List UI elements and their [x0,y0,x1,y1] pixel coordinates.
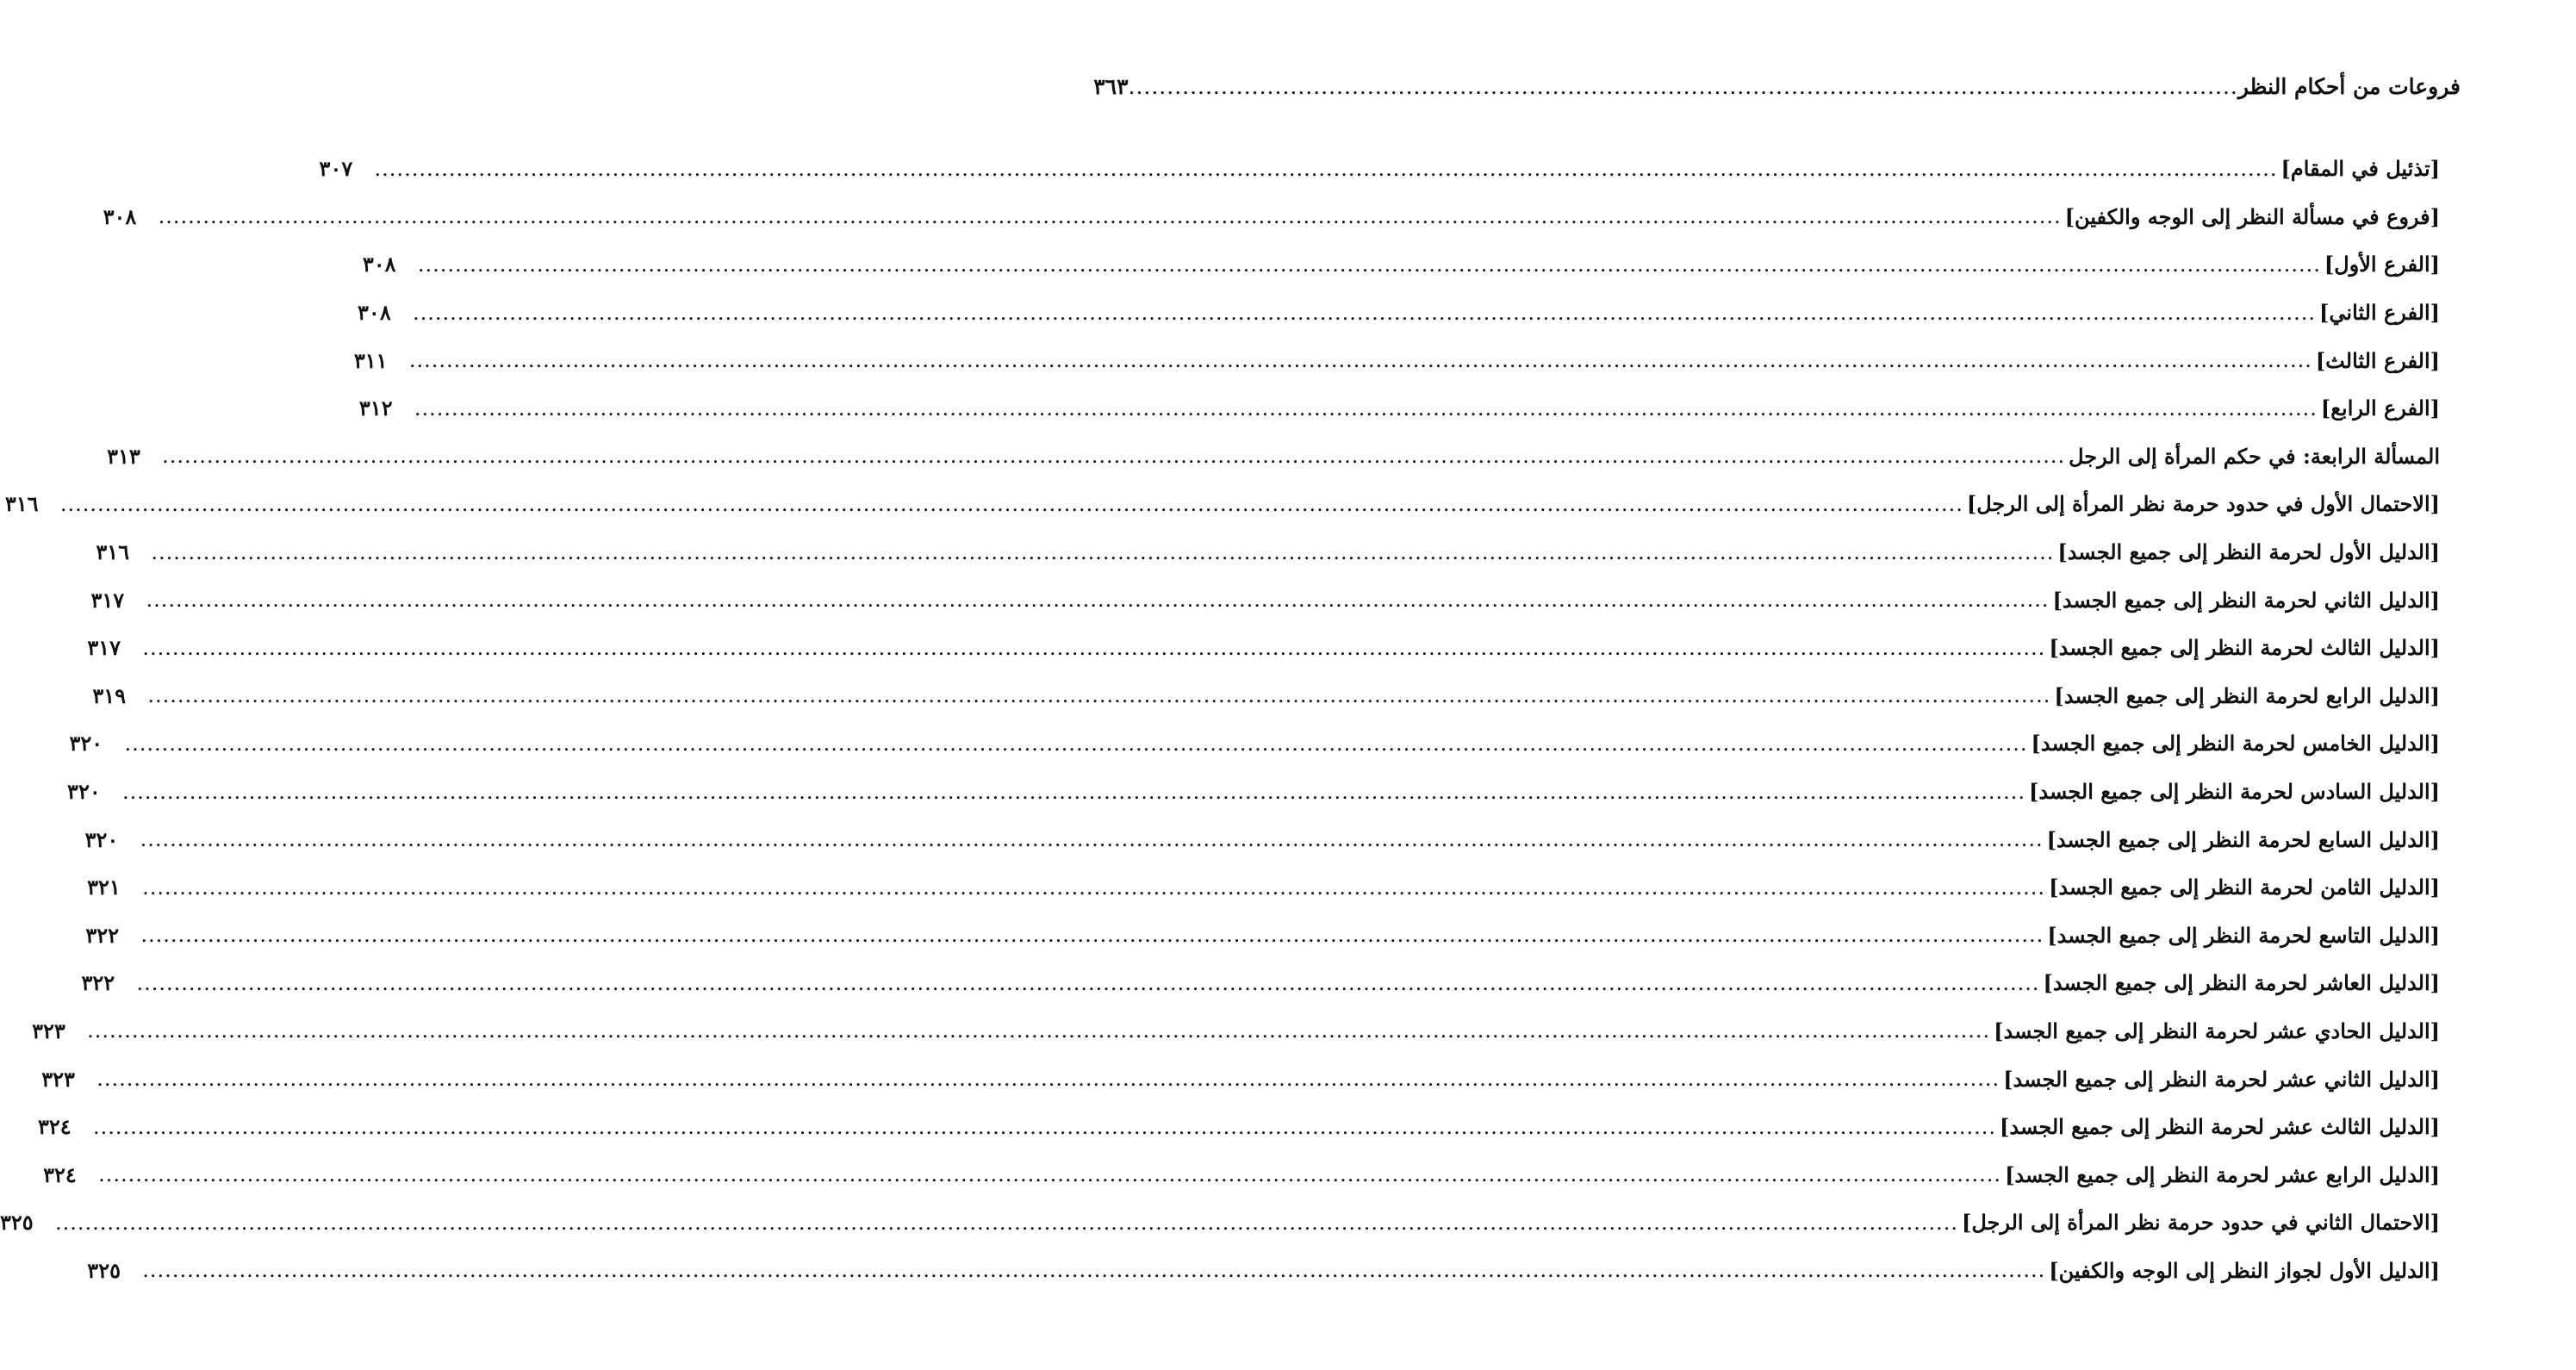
toc-entry-title: [الدليل العاشر لحرمة النظر إلى جميع الجسد] [2043,970,2440,996]
table-of-contents [0,145,2440,1294]
toc-dot-leader: ................................................................................................................................................................................................................................................................ [374,156,2278,181]
toc-entry [87,1247,2440,1295]
toc-entry [362,240,2440,289]
toc-entry-page-number: ٣١٧ [90,587,125,613]
toc-entry-title: [الدليل السابع لحرمة النظر إلى جميع الجسد] [2046,826,2440,852]
toc-dot-leader: ................................................................................................................................................................................................................................................................ [87,1018,1991,1043]
toc-entry [37,1103,2440,1151]
toc-entry-page-number: ٣٢٤ [37,1114,72,1140]
toc-dot-leader: ................................................................................................................................................................................................................................................................ [414,395,2318,420]
toc-dot-leader: ................................................................................................................................................................................................................................................................ [140,923,2044,948]
toc-entry-page-number: ٣٢٣ [32,1018,65,1043]
toc-dot-leader: ................................................................................................................................................................................................................................................................ [158,204,2062,229]
toc-dot-leader: ................................................................................................................................................................................................................................................................ [162,444,2066,469]
toc-dot-leader: ................................................................................................................................................................................................................................................................ [146,588,2050,613]
toc-entry-title: [الدليل الأول لجواز النظر إلى الوجه والكفين] [2049,1257,2440,1283]
toc-entry [67,768,2440,816]
running-header [1093,74,2466,115]
toc-entry-title: [فروع في مسألة النظر إلى الوجه والكفين] [2064,203,2440,229]
toc-entry-title: [الدليل الثالث لحرمة النظر إلى جميع الجسد] [2049,635,2440,661]
toc-dot-leader: ................................................................................................................................................................................................................................................................ [136,970,2040,995]
toc-dot-leader: ................................................................................................................................................................................................................................................................ [408,348,2312,373]
toc-entry-title: [الاحتمال الأول في حدود حرمة نظر المرأة إلى الرجل] [1966,491,2440,517]
toc-dot-leader: ................................................................................................................................................................................................................................................................ [122,779,2026,804]
toc-entry-page-number: ٣٠٨ [358,300,391,326]
toc-entry-page-number: ٣٢٤ [43,1161,77,1187]
toc-entry-title: [الفرع الرابع] [2320,395,2440,421]
toc-entry-page-number: ٣١٦ [96,539,130,565]
toc-entry [84,815,2440,863]
toc-entry-page-number: ٣٢٢ [85,922,119,948]
toc-entry-title: [الدليل الرابع عشر لحرمة النظر إلى جميع الجسد] [2005,1161,2440,1187]
toc-entry-page-number: ٣١١ [353,347,388,373]
toc-dot-leader: ................................................................................................................................................................................................................................................................ [151,539,2055,564]
toc-entry-page-number: ٣٠٨ [362,252,396,277]
toc-entry [81,959,2440,1007]
toc-entry-page-number: ٣٠٨ [103,203,137,229]
toc-entry [103,193,2440,241]
toc-entry-title: المسألة الرابعة: في حكم المرأة إلى الرجل [2069,443,2440,469]
toc-entry-page-number: ٣٢٢ [81,970,115,996]
toc-entry-page-number: ٣١٧ [87,635,121,661]
toc-entry-title: [تذئيل في المقام] [2280,156,2440,182]
toc-entry-page-number: ٣٢١ [87,875,121,900]
toc-dot-leader: ................................................................................................................................................................................................................................................................ [142,635,2046,660]
toc-entry-page-number: ٣١٣ [107,443,140,469]
toc-entry-page-number: ٣٠٧ [319,156,353,182]
toc-dot-leader: ................................................................................................................................................................................................................................................................ [147,683,2051,708]
header-page-number: ٣٦٣ [1093,74,1129,99]
toc-entry [92,672,2440,720]
header-dot-leader: ................................................................................................................................................ [1128,74,2238,99]
toc-entry [69,719,2440,768]
toc-entry [87,863,2440,912]
toc-entry-page-number: ٣٢٠ [84,826,119,852]
toc-entry [319,145,2440,193]
toc-entry-title: [الفرع الثالث] [2315,347,2440,373]
toc-entry [90,576,2440,624]
toc-dot-leader: ................................................................................................................................................................................................................................................................ [59,491,1963,516]
header-title: فروعات من أحكام النظر [2237,74,2461,99]
toc-entry-title: [الدليل الثالث عشر لحرمة النظر إلى جميع الجسد] [1999,1114,2440,1140]
toc-dot-leader: ................................................................................................................................................................................................................................................................ [413,300,2317,325]
toc-entry [41,1055,2440,1103]
toc-entry-title: [الاحتمال الثاني في حدود حرمة نظر المرأة إلى الرجل] [1962,1210,2440,1236]
toc-dot-leader: ................................................................................................................................................................................................................................................................ [92,1114,1996,1139]
toc-entry-title: [الدليل الثاني عشر لحرمة النظر إلى جميع الجسد] [2003,1066,2440,1092]
toc-dot-leader: ................................................................................................................................................................................................................................................................ [98,1162,2002,1187]
toc-entry [107,433,2440,481]
toc-entry-title: [الدليل السادس لحرمة النظر إلى جميع الجسد] [2029,779,2440,805]
toc-entry-title: [الدليل الحادي عشر لحرمة النظر إلى جميع الجسد] [1994,1018,2440,1043]
toc-entry [87,624,2440,672]
toc-entry-title: [الدليل الثامن لحرمة النظر إلى جميع الجسد] [2049,875,2440,900]
toc-entry-title: [الدليل الأول لحرمة النظر إلى جميع الجسد] [2057,539,2440,565]
toc-dot-leader: ................................................................................................................................................................................................................................................................ [142,875,2046,900]
toc-entry [32,1007,2440,1056]
toc-entry-page-number: ٣٢٥ [0,1210,34,1236]
toc-dot-leader: ................................................................................................................................................................................................................................................................ [124,731,2028,756]
toc-entry-page-number: ٣٢٠ [67,779,101,805]
toc-entry-title: [الدليل الرابع لحرمة النظر إلى جميع الجسد] [2054,682,2440,708]
toc-entry-page-number: ٣٢٠ [69,731,103,757]
toc-entry-title: [الفرع الثاني] [2319,300,2440,326]
toc-dot-leader: ................................................................................................................................................................................................................................................................ [142,1258,2046,1283]
toc-entry-page-number: ٣٢٣ [41,1066,75,1092]
toc-entry [358,289,2440,337]
toc-dot-leader: ................................................................................................................................................................................................................................................................ [140,827,2044,852]
toc-dot-leader: ................................................................................................................................................................................................................................................................ [96,1067,2000,1092]
toc-entry [4,480,2440,528]
toc-entry [85,912,2440,960]
toc-entry-page-number: ٣١٢ [358,395,393,421]
toc-entry-title: [الدليل التاسع لحرمة النظر إلى جميع الجسد] [2047,922,2440,948]
toc-entry [96,528,2440,576]
toc-dot-leader: ................................................................................................................................................................................................................................................................ [417,252,2321,277]
toc-entry [43,1150,2440,1199]
toc-entry-title: [الفرع الأول] [2324,252,2440,277]
toc-entry-title: [الدليل الثاني لحرمة النظر إلى جميع الجسد] [2052,587,2440,613]
toc-entry [353,336,2440,384]
toc-entry-page-number: ٣٢٥ [87,1257,121,1283]
toc-entry-page-number: ٣١٩ [92,682,127,708]
toc-entry-page-number: ٣١٦ [4,491,39,517]
toc-entry [0,1199,2440,1247]
toc-entry [358,384,2440,433]
toc-entry-title: [الدليل الخامس لحرمة النظر إلى جميع الجسد] [2031,731,2440,757]
toc-dot-leader: ................................................................................................................................................................................................................................................................ [55,1210,1958,1235]
